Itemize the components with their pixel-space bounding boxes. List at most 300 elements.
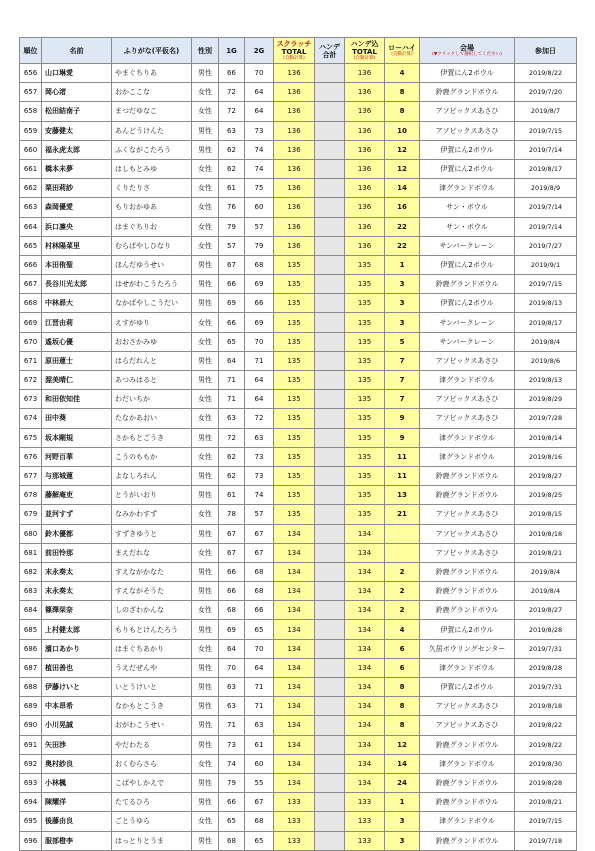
gender-cell: 女性 [192, 543, 219, 562]
game2-score-cell: 75 [245, 179, 274, 198]
scratch-total-cell: 135 [274, 447, 315, 466]
gender-cell: 女性 [192, 409, 219, 428]
table-row [20, 620, 577, 639]
table-row [20, 562, 577, 581]
handicap-cell [315, 179, 345, 198]
gender-cell: 男性 [192, 620, 219, 639]
handicap-total-cell: 136 [345, 236, 385, 255]
game2-score-cell: 68 [245, 562, 274, 581]
game2-score-cell: 71 [245, 351, 274, 370]
handicap-total-cell: 136 [345, 198, 385, 217]
rank-cell: 681 [20, 543, 42, 562]
rank-cell: 675 [20, 428, 42, 447]
lowhigh-cell: 12 [385, 140, 420, 159]
header-lowhigh [385, 38, 420, 64]
venue-cell: 鈴鹿グランドボウル [420, 466, 515, 485]
game1-score-cell: 63 [219, 121, 245, 140]
game2-score-cell: 64 [245, 371, 274, 390]
scratch-total-cell: 134 [274, 773, 315, 792]
date-cell: 2019/8/17 [515, 313, 577, 332]
scratch-total-cell: 135 [274, 486, 315, 505]
game1-score-cell: 78 [219, 505, 245, 524]
table-row [20, 678, 577, 697]
handicap-total-cell: 136 [345, 64, 385, 83]
handicap-total-cell: 134 [345, 658, 385, 677]
lowhigh-cell: 1 [385, 793, 420, 812]
game2-score-cell: 72 [245, 409, 274, 428]
table-row [20, 658, 577, 677]
name-cell: 末永奏太 [42, 562, 112, 581]
gender-cell: 男性 [192, 678, 219, 697]
gender-cell: 男性 [192, 716, 219, 735]
date-cell: 2019/8/27 [515, 466, 577, 485]
header-name: 名前 [42, 38, 112, 64]
table-row [20, 754, 577, 773]
handicap-cell [315, 255, 345, 274]
lowhigh-cell [385, 524, 420, 543]
handicap-total-cell: 135 [345, 409, 385, 428]
game1-score-cell: 67 [219, 524, 245, 543]
venue-cell: 津グランドボウル [420, 179, 515, 198]
date-cell: 2019/8/13 [515, 371, 577, 390]
scratch-total-cell: 136 [274, 217, 315, 236]
rank-cell: 691 [20, 735, 42, 754]
game1-score-cell: 61 [219, 179, 245, 198]
table-row [20, 255, 577, 274]
lowhigh-cell: 9 [385, 428, 420, 447]
gender-cell: 女性 [192, 102, 219, 121]
game2-score-cell: 57 [245, 505, 274, 524]
name-cell: 山口琳愛 [42, 64, 112, 83]
kana-cell: もりもとけんたろう [112, 620, 192, 639]
gender-cell: 女性 [192, 390, 219, 409]
scratch-total-cell: 135 [274, 371, 315, 390]
gender-cell: 男性 [192, 697, 219, 716]
lowhigh-cell: 2 [385, 582, 420, 601]
game2-score-cell: 67 [245, 793, 274, 812]
scratch-total-cell: 135 [274, 332, 315, 351]
name-cell: 福永虎太郎 [42, 140, 112, 159]
date-cell: 2019/8/4 [515, 332, 577, 351]
name-cell: 栗田莉紗 [42, 179, 112, 198]
scratch-total-cell: 134 [274, 524, 315, 543]
lowhigh-cell: 6 [385, 658, 420, 677]
table-row [20, 486, 577, 505]
header-handicap-label: ハンデ [319, 42, 340, 51]
lowhigh-cell: 4 [385, 64, 420, 83]
kana-cell: えすがゆり [112, 313, 192, 332]
handicap-cell [315, 83, 345, 102]
rank-cell: 685 [20, 620, 42, 639]
name-cell: 前田怜那 [42, 543, 112, 562]
handicap-total-cell: 135 [345, 351, 385, 370]
gender-cell: 男性 [192, 831, 219, 850]
handicap-total-cell: 135 [345, 313, 385, 332]
venue-cell: 津グランドボウル [420, 371, 515, 390]
lowhigh-cell: 1 [385, 255, 420, 274]
name-cell: 服部橙李 [42, 831, 112, 850]
game1-score-cell: 76 [219, 198, 245, 217]
rank-cell: 668 [20, 294, 42, 313]
scratch-total-cell: 135 [274, 275, 315, 294]
name-cell: 浜口凛央 [42, 217, 112, 236]
lowhigh-cell: 6 [385, 639, 420, 658]
table-body [20, 64, 577, 851]
venue-cell: サンバークレーン [420, 236, 515, 255]
table-row [20, 773, 577, 792]
table-row [20, 543, 577, 562]
game1-score-cell: 64 [219, 351, 245, 370]
lowhigh-cell: 3 [385, 275, 420, 294]
kana-cell: おかここな [112, 83, 192, 102]
handicap-cell [315, 409, 345, 428]
handicap-total-cell: 136 [345, 159, 385, 178]
date-cell: 2019/7/15 [515, 121, 577, 140]
scratch-total-cell: 134 [274, 697, 315, 716]
lowhigh-cell: 2 [385, 562, 420, 581]
date-cell: 2019/8/9 [515, 179, 577, 198]
name-cell: 渥美晴仁 [42, 371, 112, 390]
rank-cell: 680 [20, 524, 42, 543]
handicap-cell [315, 658, 345, 677]
gender-cell: 男性 [192, 140, 219, 159]
scratch-total-cell: 136 [274, 102, 315, 121]
venue-cell: 鈴鹿グランドボウル [420, 831, 515, 850]
handicap-cell [315, 390, 345, 409]
game1-score-cell: 67 [219, 543, 245, 562]
game1-score-cell: 66 [219, 275, 245, 294]
game2-score-cell: 74 [245, 486, 274, 505]
table-row [20, 217, 577, 236]
handicap-cell [315, 543, 345, 562]
date-cell: 2019/9/1 [515, 255, 577, 274]
game1-score-cell: 70 [219, 658, 245, 677]
game2-score-cell: 73 [245, 466, 274, 485]
table-row [20, 351, 577, 370]
header-kana: ふりがな(平仮名) [112, 38, 192, 64]
game2-score-cell: 63 [245, 716, 274, 735]
lowhigh-cell: 22 [385, 236, 420, 255]
lowhigh-cell: 8 [385, 83, 420, 102]
gender-cell: 男性 [192, 428, 219, 447]
kana-cell: はまぐちりお [112, 217, 192, 236]
handicap-cell [315, 678, 345, 697]
name-cell: 江晋由莉 [42, 313, 112, 332]
date-cell: 2019/8/14 [515, 428, 577, 447]
handicap-total-cell: 134 [345, 754, 385, 773]
handicap-total-cell: 136 [345, 179, 385, 198]
handicap-cell [315, 793, 345, 812]
handicap-cell [315, 716, 345, 735]
handicap-cell [315, 121, 345, 140]
date-cell: 2019/8/7 [515, 102, 577, 121]
handicap-total-cell: 135 [345, 486, 385, 505]
venue-cell: アソビックスあさひ [420, 524, 515, 543]
gender-cell: 男性 [192, 486, 219, 505]
kana-cell: まえだれな [112, 543, 192, 562]
handicap-total-cell: 133 [345, 793, 385, 812]
gender-cell: 女性 [192, 217, 219, 236]
lowhigh-cell: 11 [385, 447, 420, 466]
venue-cell: アソビックスあさひ [420, 102, 515, 121]
name-cell: 安藤健太 [42, 121, 112, 140]
results-sheet [19, 37, 576, 851]
handicap-cell [315, 620, 345, 639]
venue-cell: 鈴鹿グランドボウル [420, 601, 515, 620]
game2-score-cell: 70 [245, 332, 274, 351]
scratch-total-cell: 135 [274, 313, 315, 332]
scratch-total-cell: 134 [274, 543, 315, 562]
venue-cell: 津グランドボウル [420, 812, 515, 831]
game2-score-cell: 67 [245, 543, 274, 562]
handicap-cell [315, 351, 345, 370]
handicap-cell [315, 217, 345, 236]
handicap-cell [315, 313, 345, 332]
rank-cell: 683 [20, 582, 42, 601]
lowhigh-cell: 13 [385, 486, 420, 505]
name-cell: 伊藤けいと [42, 678, 112, 697]
scratch-total-cell: 134 [274, 620, 315, 639]
header-gender: 性別 [192, 38, 219, 64]
name-cell: 濱口あかり [42, 639, 112, 658]
lowhigh-cell: 11 [385, 466, 420, 485]
kana-cell: あんどうけんた [112, 121, 192, 140]
handicap-total-cell: 134 [345, 582, 385, 601]
date-cell: 2019/8/28 [515, 773, 577, 792]
lowhigh-cell: 8 [385, 697, 420, 716]
handicap-total-cell: 134 [345, 716, 385, 735]
venue-cell: アソビックスあさひ [420, 351, 515, 370]
game2-score-cell: 74 [245, 140, 274, 159]
table-row [20, 447, 577, 466]
rank-cell: 669 [20, 313, 42, 332]
kana-cell: はらだれんと [112, 351, 192, 370]
handicap-total-cell: 135 [345, 505, 385, 524]
scratch-total-cell: 135 [274, 351, 315, 370]
name-cell: 与那城蓮 [42, 466, 112, 485]
handicap-total-cell: 136 [345, 102, 385, 121]
header-handicap-total-label: ハンデ込 [350, 39, 379, 48]
lowhigh-cell: 3 [385, 313, 420, 332]
table-row [20, 121, 577, 140]
gender-cell: 男性 [192, 371, 219, 390]
lowhigh-cell: 21 [385, 505, 420, 524]
game1-score-cell: 73 [219, 735, 245, 754]
handicap-cell [315, 831, 345, 850]
handicap-total-cell: 134 [345, 773, 385, 792]
lowhigh-cell: 7 [385, 351, 420, 370]
scratch-total-cell: 135 [274, 466, 315, 485]
name-cell: 小川晃誠 [42, 716, 112, 735]
game1-score-cell: 66 [219, 562, 245, 581]
lowhigh-cell: 12 [385, 735, 420, 754]
game2-score-cell: 67 [245, 524, 274, 543]
rank-cell: 690 [20, 716, 42, 735]
table-row [20, 294, 577, 313]
lowhigh-cell: 3 [385, 294, 420, 313]
game2-score-cell: 69 [245, 275, 274, 294]
kana-cell: くりたりさ [112, 179, 192, 198]
kana-cell: よなしろれん [112, 466, 192, 485]
table-row [20, 371, 577, 390]
header-lowhigh-note: (自動計算) [391, 51, 413, 57]
rank-cell: 663 [20, 198, 42, 217]
table-row [20, 716, 577, 735]
header-venue-label: 会場 [460, 43, 474, 52]
name-cell: 森岡優愛 [42, 198, 112, 217]
handicap-cell [315, 812, 345, 831]
table-row [20, 639, 577, 658]
gender-cell: 男性 [192, 121, 219, 140]
rank-cell: 689 [20, 697, 42, 716]
rank-cell: 673 [20, 390, 42, 409]
date-cell: 2019/7/20 [515, 83, 577, 102]
venue-cell: 津グランドボウル [420, 658, 515, 677]
game1-score-cell: 67 [219, 255, 245, 274]
venue-cell: 鈴鹿グランドボウル [420, 275, 515, 294]
gender-cell: 女性 [192, 236, 219, 255]
header-scratch-note: (自動計算) [283, 55, 305, 61]
gender-cell: 男性 [192, 562, 219, 581]
handicap-total-cell: 135 [345, 332, 385, 351]
handicap-cell [315, 102, 345, 121]
gender-cell: 男性 [192, 466, 219, 485]
scratch-total-cell: 135 [274, 409, 315, 428]
rank-cell: 676 [20, 447, 42, 466]
kana-cell: たなかあおい [112, 409, 192, 428]
scratch-total-cell: 136 [274, 159, 315, 178]
handicap-total-cell: 136 [345, 121, 385, 140]
venue-cell: アソビックスあさひ [420, 716, 515, 735]
name-cell: 植田善也 [42, 658, 112, 677]
rank-cell: 662 [20, 179, 42, 198]
rank-cell: 664 [20, 217, 42, 236]
date-cell: 2019/7/15 [515, 275, 577, 294]
venue-cell: 鈴鹿グランドボウル [420, 582, 515, 601]
game1-score-cell: 62 [219, 447, 245, 466]
game1-score-cell: 65 [219, 812, 245, 831]
date-cell: 2019/8/21 [515, 793, 577, 812]
handicap-total-cell: 133 [345, 831, 385, 850]
rank-cell: 660 [20, 140, 42, 159]
kana-cell: こうのももか [112, 447, 192, 466]
table-row [20, 275, 577, 294]
table-row [20, 524, 577, 543]
game2-score-cell: 60 [245, 754, 274, 773]
kana-cell: はしもとみゆ [112, 159, 192, 178]
scratch-total-cell: 135 [274, 390, 315, 409]
game1-score-cell: 68 [219, 601, 245, 620]
game2-score-cell: 64 [245, 102, 274, 121]
name-cell: 河野百華 [42, 447, 112, 466]
table-row [20, 332, 577, 351]
game1-score-cell: 62 [219, 466, 245, 485]
lowhigh-cell: 8 [385, 102, 420, 121]
scratch-total-cell: 134 [274, 658, 315, 677]
kana-cell: もりおかゆあ [112, 198, 192, 217]
venue-cell: アソビックスあさひ [420, 121, 515, 140]
header-scratch-total-label: TOTAL [281, 47, 307, 56]
venue-cell: 鈴鹿グランドボウル [420, 793, 515, 812]
game2-score-cell: 68 [245, 582, 274, 601]
header-game1: 1G [219, 38, 245, 64]
game2-score-cell: 71 [245, 697, 274, 716]
gender-cell: 女性 [192, 639, 219, 658]
kana-cell: はまぐちあかり [112, 639, 192, 658]
gender-cell: 女性 [192, 198, 219, 217]
game2-score-cell: 64 [245, 83, 274, 102]
header-date: 参加日 [515, 38, 577, 64]
rank-cell: 692 [20, 754, 42, 773]
rank-cell: 696 [20, 831, 42, 850]
rank-cell: 665 [20, 236, 42, 255]
rank-cell: 695 [20, 812, 42, 831]
kana-cell: すえながそうた [112, 582, 192, 601]
header-row [20, 38, 577, 64]
name-cell: 奥村紗良 [42, 754, 112, 773]
lowhigh-cell: 9 [385, 409, 420, 428]
date-cell: 2019/8/4 [515, 562, 577, 581]
name-cell: 藤解庵吏 [42, 486, 112, 505]
date-cell: 2019/7/15 [515, 812, 577, 831]
scratch-total-cell: 135 [274, 428, 315, 447]
name-cell: 遙坂心優 [42, 332, 112, 351]
scratch-total-cell: 134 [274, 754, 315, 773]
lowhigh-cell: 5 [385, 332, 420, 351]
name-cell: 坂本剛規 [42, 428, 112, 447]
venue-cell: 伊賀にん2ボウル [420, 140, 515, 159]
scratch-total-cell: 135 [274, 294, 315, 313]
date-cell: 2019/8/22 [515, 716, 577, 735]
kana-cell: おがわこうせい [112, 716, 192, 735]
gender-cell: 男性 [192, 773, 219, 792]
scratch-total-cell: 134 [274, 639, 315, 658]
date-cell: 2019/7/14 [515, 217, 577, 236]
name-cell: 陳耀洋 [42, 793, 112, 812]
date-cell: 2019/8/17 [515, 159, 577, 178]
game1-score-cell: 66 [219, 582, 245, 601]
scratch-total-cell: 133 [274, 812, 315, 831]
lowhigh-cell: 14 [385, 179, 420, 198]
table-row [20, 159, 577, 178]
venue-cell: サンバークレーン [420, 332, 515, 351]
game1-score-cell: 71 [219, 371, 245, 390]
rank-cell: 670 [20, 332, 42, 351]
handicap-total-cell: 135 [345, 390, 385, 409]
kana-cell: すえながかなた [112, 562, 192, 581]
venue-cell: 久居ボウリングセンター [420, 639, 515, 658]
name-cell: 和田依知佳 [42, 390, 112, 409]
scratch-total-cell: 136 [274, 198, 315, 217]
game1-score-cell: 72 [219, 428, 245, 447]
kana-cell: たてるひろ [112, 793, 192, 812]
lowhigh-cell: 4 [385, 620, 420, 639]
handicap-total-cell: 134 [345, 620, 385, 639]
handicap-cell [315, 64, 345, 83]
game2-score-cell: 57 [245, 217, 274, 236]
date-cell: 2019/8/22 [515, 735, 577, 754]
handicap-cell [315, 294, 345, 313]
gender-cell: 女性 [192, 754, 219, 773]
table-row [20, 793, 577, 812]
date-cell: 2019/8/4 [515, 582, 577, 601]
venue-cell: サン・ボウル [420, 198, 515, 217]
gender-cell: 女性 [192, 601, 219, 620]
venue-cell: 鈴鹿グランドボウル [420, 83, 515, 102]
table-row [20, 812, 577, 831]
game2-score-cell: 55 [245, 773, 274, 792]
handicap-total-cell: 136 [345, 217, 385, 236]
